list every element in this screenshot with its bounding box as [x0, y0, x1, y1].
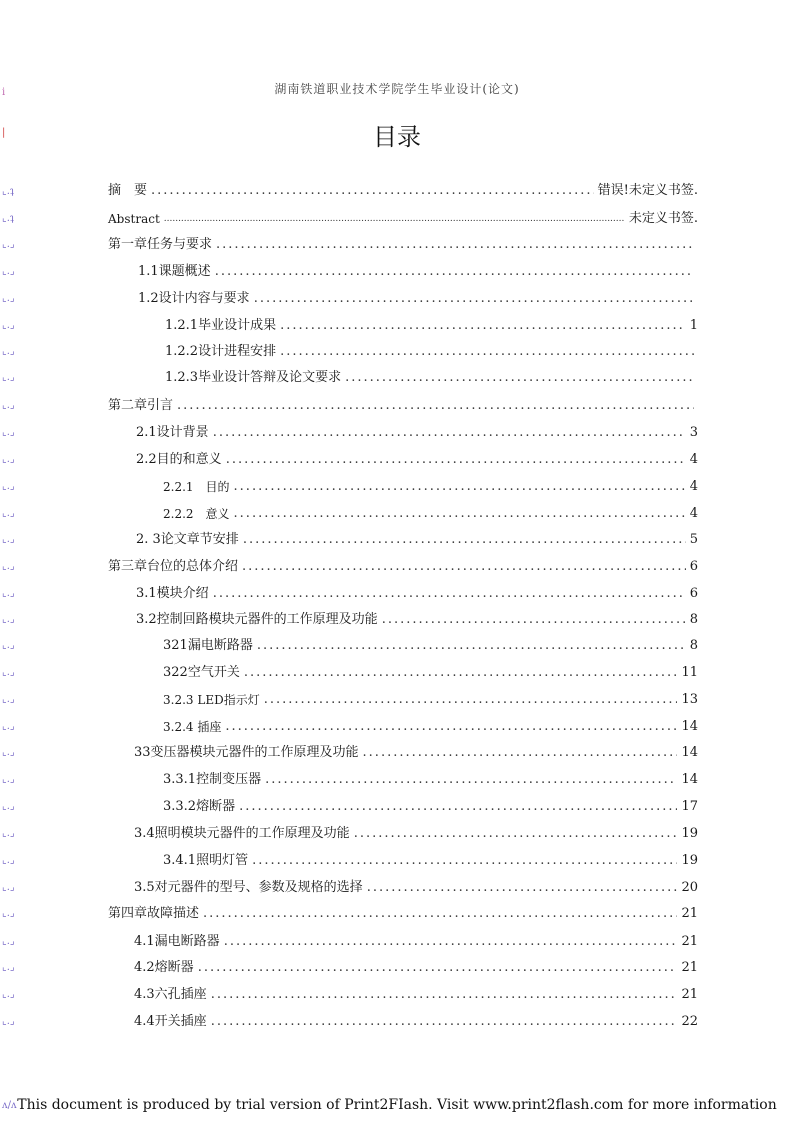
toc-entry-page: 8 [689, 612, 698, 627]
toc-leader-dots [215, 264, 694, 280]
toc-entry-abstract-cn[interactable] [108, 183, 698, 199]
running-header: 湖南铁道职业技术学院学生毕业设计(论文) [274, 82, 520, 96]
toc-leader-dots [198, 960, 678, 976]
toc-entry-subsection[interactable] [163, 853, 698, 869]
margin-mark-icon: ⌞.⌟ [2, 614, 15, 625]
toc-entry-chapter[interactable] [108, 906, 698, 922]
toc-leader-dots [211, 987, 678, 1003]
toc-entry-label: 4.1漏电断路器 [134, 934, 220, 949]
toc-entry-page: 21 [681, 960, 698, 975]
toc-entry-section[interactable] [138, 291, 698, 307]
toc-entry-page: 21 [681, 906, 698, 921]
margin-mark-icon: ⌞.ʇ [2, 186, 14, 197]
margin-mark-icon: ⌞.⌟ [2, 989, 15, 1000]
margin-mark-icon: ⌞.⌟ [2, 1016, 15, 1027]
toc-entry-page: 4 [689, 452, 698, 467]
toc-leader-dots [382, 612, 686, 628]
toc-entry-label: 第四章故障描述 [108, 906, 200, 921]
toc-leader-dots [363, 745, 678, 761]
margin-mark-icon: ⌞.⌟ [2, 534, 15, 545]
toc-leader-dots [239, 799, 677, 815]
toc-entry-label: 2. 3论文章节安排 [136, 532, 239, 547]
toc-entry-page: 21 [681, 934, 698, 949]
toc-leader-dots [367, 880, 678, 896]
toc-entry-page: 6 [689, 586, 698, 601]
toc-leader-dots [224, 934, 678, 950]
toc-entry-page: 14 [681, 745, 698, 760]
margin-mark-icon: ⅰ [2, 87, 6, 98]
toc-entry-label: 2.2.1 目的 [163, 480, 230, 494]
toc-leader-dots [264, 692, 678, 708]
toc-entry-label: 1.2.2设计进程安排 [165, 344, 277, 359]
toc-leader-dots [213, 586, 686, 602]
margin-mark-icon: ⌞.⌟ [2, 293, 15, 304]
margin-mark-icon: ⌞.⌟ [2, 908, 15, 919]
toc-entry-subsection[interactable] [163, 506, 698, 522]
toc-entry-label: 2.1设计背景 [136, 425, 209, 440]
toc-leader-dots [211, 1014, 678, 1030]
margin-mark-icon: ⌞.⌟ [2, 774, 15, 785]
toc-entry-label: 3.3.1控制变压器 [163, 772, 262, 787]
toc-leader-dots [354, 826, 678, 842]
toc-leader-dots [225, 719, 677, 735]
toc-entry-label: 1.2.3毕业设计答辩及论文要求 [165, 370, 342, 385]
toc-entry-section[interactable] [136, 586, 698, 602]
margin-mark-icon: ⌞.⌟ [2, 667, 15, 678]
margin-mark-icon: ⌞.⌟ [2, 588, 15, 599]
toc-entry-chapter[interactable] [108, 398, 698, 414]
toc-entry-subsection[interactable] [163, 665, 698, 681]
margin-mark-icon: ʌ/ʌ [2, 1100, 17, 1111]
toc-leader-dots [234, 479, 686, 495]
toc-entry-section[interactable] [138, 264, 698, 280]
toc-leader-dots [213, 425, 686, 441]
toc-entry-label: 3.5对元器件的型号、参数及规格的选择 [134, 880, 363, 895]
margin-mark-icon: | [2, 127, 6, 138]
margin-mark-icon: ⌞.⌟ [2, 855, 15, 866]
margin-mark-icon: ⌞.⌟ [2, 801, 15, 812]
toc-entry-section[interactable] [134, 960, 698, 976]
toc-entry-section[interactable] [134, 745, 698, 761]
margin-mark-icon: ⌞.⌟ [2, 454, 15, 465]
margin-mark-icon: ⌞.⌟ [2, 640, 15, 651]
toc-entry-label: 摘 要 [108, 183, 148, 198]
margin-mark-icon: ⌞.⌟ [2, 481, 15, 492]
toc-entry-label: 3.3.2熔断器 [163, 799, 236, 814]
toc-entry-page: 17 [681, 799, 698, 814]
page-title: 目录 [373, 123, 421, 151]
toc-entry-section[interactable] [134, 1014, 698, 1030]
toc-leader-dots [254, 291, 694, 307]
toc-entry-page: 4 [689, 479, 698, 494]
toc-entry-label: 3.2控制回路模块元器件的工作原理及功能 [136, 612, 378, 627]
margin-mark-icon: ⌞.ʇ [2, 213, 14, 224]
toc-leader-dots [226, 452, 686, 468]
toc-leader-dots [265, 772, 677, 788]
toc-entry-label: 1.2.1毕业设计成果 [165, 318, 277, 333]
toc-entry-subsection[interactable] [163, 719, 698, 735]
toc-entry-label: 3.1模块介绍 [136, 586, 209, 601]
toc-entry-label: Abstract [108, 212, 160, 226]
toc-entry-subsection[interactable] [165, 370, 698, 386]
margin-mark-icon: ⌞.⌟ [2, 747, 15, 758]
toc-entry-subsection[interactable] [165, 318, 698, 334]
margin-mark-icon: ⌞.⌟ [2, 400, 15, 411]
toc-entry-subsection[interactable] [163, 638, 698, 654]
toc-entry-label: 2.2目的和意义 [136, 452, 222, 467]
toc-leader-dots [242, 559, 686, 575]
toc-entry-subsection[interactable] [163, 772, 698, 788]
toc-entry-subsection[interactable] [165, 344, 698, 360]
toc-entry-page: 11 [681, 665, 698, 680]
toc-leader-dots [234, 506, 686, 522]
toc-entry-label: 3.4.1照明灯管 [163, 853, 249, 868]
margin-mark-icon: ⌞.⌟ [2, 828, 15, 839]
toc-entry-page: 8 [689, 638, 698, 653]
toc-entry-label: 第三章台位的总体介绍 [108, 559, 239, 574]
toc-entry-page: 14 [681, 719, 698, 734]
toc-entry-label: 4.2熔断器 [134, 960, 194, 975]
toc-entry-subsection[interactable] [163, 692, 698, 708]
toc-leader-dots [252, 853, 677, 869]
toc-entry-label: 3.2.3 LED指示灯 [163, 693, 260, 707]
toc-entry-subsection[interactable] [163, 799, 698, 815]
toc-entry-page: 22 [681, 1014, 698, 1029]
toc-entry-page: 4 [689, 506, 698, 521]
toc-entry-section[interactable] [136, 612, 698, 628]
toc-entry-page: 1 [689, 318, 698, 333]
margin-mark-icon: ⌞.⌟ [2, 962, 15, 973]
toc-leader-dots [280, 344, 694, 360]
toc-leader-dots [203, 906, 677, 922]
margin-mark-icon: ⌞.⌟ [2, 427, 15, 438]
toc-entry-label: 3.4照明模块元器件的工作原理及功能 [134, 826, 350, 841]
toc-entry-chapter[interactable] [108, 237, 698, 253]
toc-entry-section[interactable] [134, 826, 698, 842]
toc-entry-label: 322空气开关 [163, 665, 240, 680]
toc-entry-section[interactable] [136, 425, 698, 441]
toc-entry-page: 3 [689, 425, 698, 440]
toc-entry-label: 1.2设计内容与要求 [138, 291, 250, 306]
margin-mark-icon: ⌞.⌟ [2, 346, 15, 357]
toc-entry-page: 20 [681, 880, 698, 895]
toc-leader-dots [151, 183, 594, 199]
toc-entry-abstract-en[interactable] [108, 211, 698, 227]
toc-entry-page: 21 [681, 987, 698, 1002]
toc-entry-label: 2.2.2 意义 [163, 507, 230, 521]
toc-entry-label: 4.4开关插座 [134, 1014, 207, 1029]
toc-entry-label: 第二章引言 [108, 398, 174, 413]
margin-mark-icon: ⌞.⌟ [2, 508, 15, 519]
toc-leader-dots [280, 318, 686, 334]
toc-leader-dots [243, 532, 686, 548]
margin-mark-icon: ⌞.⌟ [2, 882, 15, 893]
margin-mark-icon: ⌞.⌟ [2, 320, 15, 331]
toc-leader-dots [257, 638, 686, 654]
toc-entry-section[interactable] [134, 987, 698, 1003]
toc-entry-page: 6 [689, 559, 698, 574]
margin-mark-icon: ⌞.⌟ [2, 721, 15, 732]
toc-leader-dots [345, 370, 694, 386]
toc-entry-chapter[interactable] [108, 559, 698, 575]
margin-mark-icon: ⌞.⌟ [2, 372, 15, 383]
toc-entry-label: 第一章任务与要求 [108, 237, 213, 252]
toc-entry-subsection[interactable] [163, 479, 698, 495]
toc-entry-label: 1.1课题概述 [138, 264, 211, 279]
margin-mark-icon: ⌞.⌟ [2, 694, 15, 705]
toc-entry-page: 14 [681, 772, 698, 787]
toc-entry-page: 5 [689, 532, 698, 547]
toc-leader-dots [164, 211, 625, 227]
toc-entry-label: 321漏电断路器 [163, 638, 253, 653]
trial-watermark-footer: This document is produced by trial version of Print2FIash. Visit www.print2flash.com for more information [17, 1097, 777, 1113]
toc-entry-label: 4.3六孔插座 [134, 987, 207, 1002]
margin-mark-icon: ⌞.⌟ [2, 239, 15, 250]
toc-leader-dots [177, 398, 694, 414]
margin-mark-icon: ⌞.⌟ [2, 266, 15, 277]
toc-entry-page: 未定义书签. [628, 211, 698, 226]
toc-entry-page: 13 [681, 692, 698, 707]
toc-entry-section[interactable] [136, 532, 698, 548]
toc-entry-page: 19 [681, 853, 698, 868]
toc-entry-section[interactable] [134, 934, 698, 950]
toc-entry-label: 3.2.4 插座 [163, 720, 222, 734]
margin-mark-icon: ⌞.⌟ [2, 561, 15, 572]
toc-entry-page: 错误!未定义书签. [597, 183, 698, 198]
toc-entry-label: 33变压器模块元器件的工作原理及功能 [134, 745, 359, 760]
toc-entry-section[interactable] [134, 880, 698, 896]
toc-leader-dots [216, 237, 694, 253]
toc-entry-page: 19 [681, 826, 698, 841]
margin-mark-icon: ⌞.⌟ [2, 936, 15, 947]
toc-entry-section[interactable] [136, 452, 698, 468]
toc-leader-dots [244, 665, 678, 681]
